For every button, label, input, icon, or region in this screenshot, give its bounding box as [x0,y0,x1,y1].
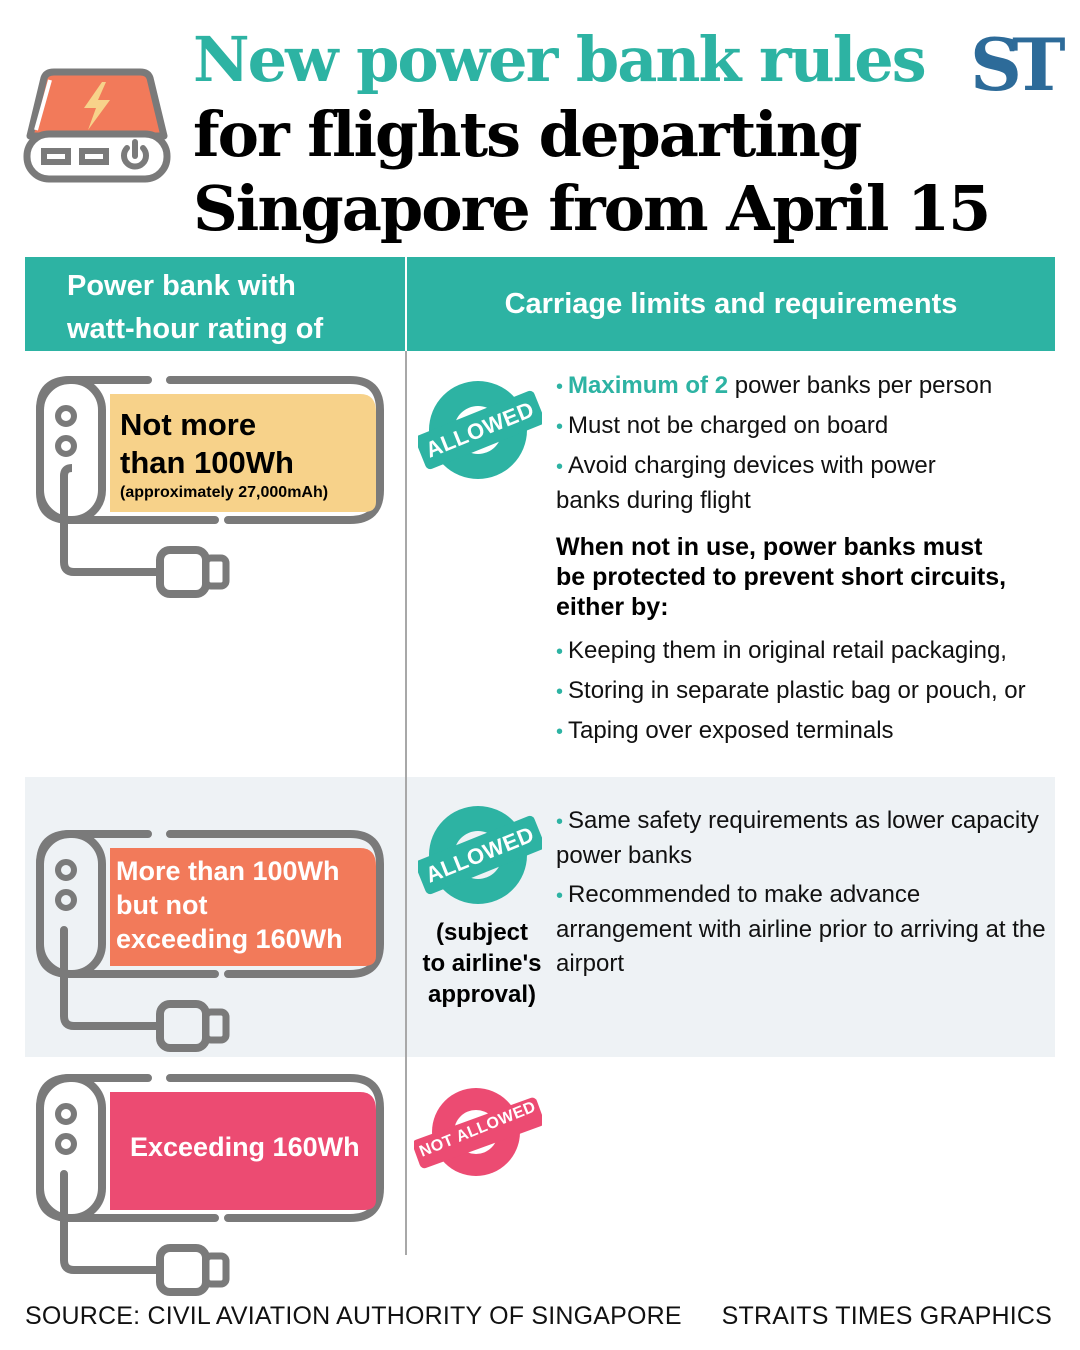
rating-label: More than 100Wh but not exceeding 160Wh [116,856,343,954]
rating-label: Exceeding 160Wh [130,1132,360,1162]
graphics-credit: STRAITS TIMES GRAPHICS [721,1302,1052,1330]
power-bank-lightning-icon [22,68,172,184]
allowed-stamp-row-2: ALLOWED [418,803,542,907]
column-header-limits [407,257,1055,351]
bullet-item: • Must not be charged on board [556,412,889,439]
column-header-rating [25,257,405,351]
header-label: Carriage limits and requirements [504,287,958,320]
power-bank-illustration-row-2 [30,826,390,1056]
rating-label: Not more than 100Wh (approximately 27,000mAh) [120,407,329,501]
allowed-stamp-row-1: ALLOWED [418,378,542,482]
bullet-item: • Taping over exposed terminals [556,717,894,744]
bullet-item: • Recommended to make advance arrangement with airline prior to arriving at the airport [556,881,1046,977]
header-line-1: Power bank with [67,270,296,302]
requirements-row-2 [556,804,1051,986]
page-title [193,22,989,246]
bullet-item: • Same safety requirements as lower capacity power banks [556,807,1039,869]
bullet-item: • Maximum of 2 power banks per person [556,372,993,399]
power-bank-illustration-row-1 [30,372,390,602]
header-divider [405,257,407,351]
header-line-2: watt-hour rating of [67,313,324,345]
title-line-1: New power bank rules [193,23,925,96]
title-line-3: Singapore from April 15 [193,172,990,245]
bullet-item: • Storing in separate plastic bag or pouch, or [556,677,1026,704]
airline-approval-note: (subject to airline's approval) [422,919,542,1008]
bullet-item: • Avoid charging devices with power banks during flight [556,452,936,514]
power-bank-illustration-row-3 [30,1070,390,1300]
protection-heading: When not in use, power banks must be protected to prevent short circuits, either by: [556,533,1007,621]
not-allowed-stamp-row-3: NOT ALLOWED [414,1080,542,1180]
source-credit: SOURCE: CIVIL AVIATION AUTHORITY OF SINGAPORE [25,1302,682,1330]
requirements-row-1 [556,369,1066,754]
bullet-item: • Keeping them in original retail packaging, [556,637,1007,664]
title-line-2: for flights departing [193,98,861,171]
straits-times-logo: ST [970,22,1056,107]
